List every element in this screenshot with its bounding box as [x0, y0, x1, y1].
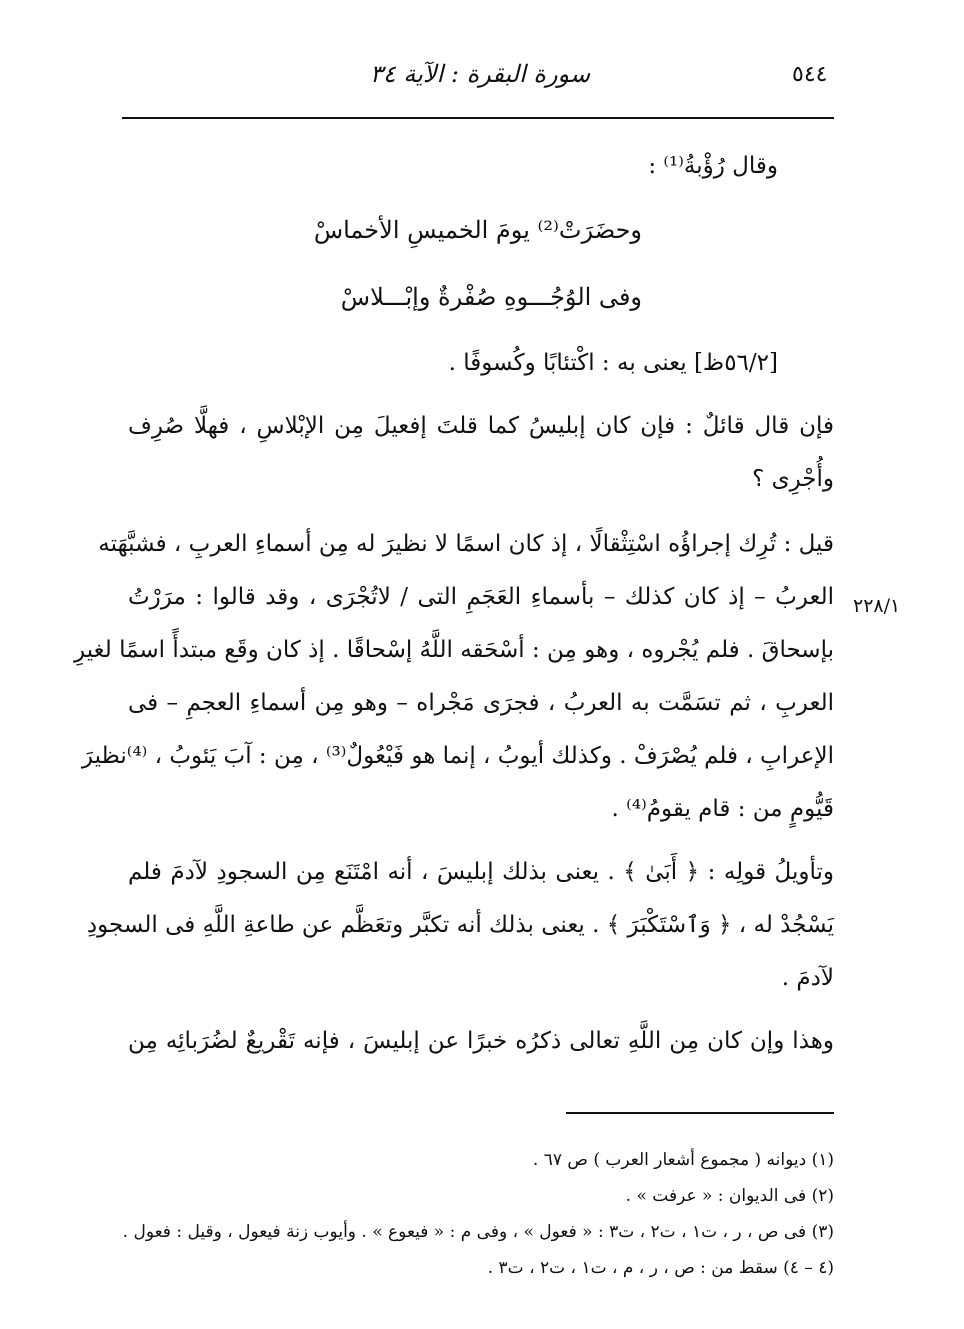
paragraph-2-line-6: قَيُّومٍ من : قام يقومُ⁽⁴⁾ . — [611, 796, 834, 822]
paragraph-3-line-1: وتأويلُ قولِه : ﴿ أَبَىٰ ﴾ . يعنى بذلك إبليسَ ، أنه امْتَنَع مِن السجودِ لآدمَ فلم — [128, 859, 834, 885]
paragraph-1-line-1: فإن قال قائلٌ : فإن كان إبليسُ كما قلتَ إفعيلَ مِن الإبْلاسِ ، فهلَّا صُرِف — [128, 413, 834, 439]
paragraph-1-line-2: وأُجْرِى ؟ — [752, 466, 834, 492]
page-number: ٥٤٤ — [792, 62, 828, 87]
margin-reference: ٢٢٨/١ — [853, 595, 901, 617]
verse-line-1: وحضَرَتْ⁽²⁾ يومَ الخميسِ الأخماسْ — [313, 216, 642, 244]
footnote-1: (١) ديوانه ( مجموع أشعار العرب ) ص ٦٧ . — [532, 1150, 834, 1170]
footnote-2: (٢) فى الديوان : « عرفت » . — [625, 1186, 834, 1206]
paragraph-3-line-3: لآدمَ . — [781, 965, 834, 991]
footnote-4: (٤ – ٤) سقط من : ص ، ر ، م ، ت١ ، ت٢ ، ت٣ . — [487, 1258, 834, 1278]
paragraph-4-line-1: وهذا وإن كان مِن اللَّهِ تعالى ذكرُه خبرًا عن إبليسَ ، فإنه تَقْريعٌ لضُرَبائِه مِن — [128, 1028, 834, 1054]
paragraph-2-line-1: قيل : تُرِك إجراؤُه اسْتِثْقالًا ، إذ كان اسمًا لا نظيرَ له مِن أسماءِ العربِ ، فشبَّهَته — [98, 531, 834, 557]
header-rule — [122, 117, 834, 119]
intro-line: وقال رُؤْبةُ⁽¹⁾ : — [648, 153, 778, 179]
paragraph-2-line-4: العربِ ، ثم تسَمَّت به العربُ ، فجرَى مَجْراه – وهو مِن أسماءِ العجمِ – فى — [128, 690, 834, 716]
running-title: سورة البقرة : الآية ٣٤ — [369, 60, 591, 88]
paragraph-3-line-2: يَسْجُدْ له ، ﴿ وَٱسْتَكْبَرَ ﴾ . يعنى بذلك أنه تكبَّر وتعَظَّم عن طاعةِ اللَّهِ فى السجودِ — [86, 912, 834, 938]
meaning-line: [٥٦/٢ظ] يعنى به : اكْتئابًا وكُسوفًا . — [448, 350, 778, 376]
paragraph-2-line-5: الإعرابِ ، فلم يُصْرَفْ . وكذلك أيوبُ ، إنما هو فَيْعُولٌ⁽³⁾ ، مِن : آبَ يَئوبُ ، ⁽⁴⁾نظيرَ — [81, 743, 834, 769]
paragraph-2-line-2: العربُ – إذ كان كذلك – بأسماءِ العَجَمِ التى / لاتُجْرَى ، وقد قالوا : مرَرْتُ — [128, 584, 834, 610]
footnote-rule — [566, 1112, 834, 1114]
footnote-3: (٣) فى ص ، ر ، ت١ ، ت٢ ، ت٣ : « فعول » ، وفى م : « فيعوع » . وأيوب زنة فيعول ، وقيل : فعول . — [122, 1222, 834, 1242]
paragraph-2-line-3: بإسحاقَ . فلم يُجْروه ، وهو مِن : أسْحَقه اللَّهُ إسْحاقًا . إذ كان وقَع مبتدأً اسمًا لغيرِ — [74, 637, 834, 663]
verse-line-2: وفى الوُجُـــوهِ صُفْرةٌ وإبْـــلاسْ — [340, 283, 642, 311]
